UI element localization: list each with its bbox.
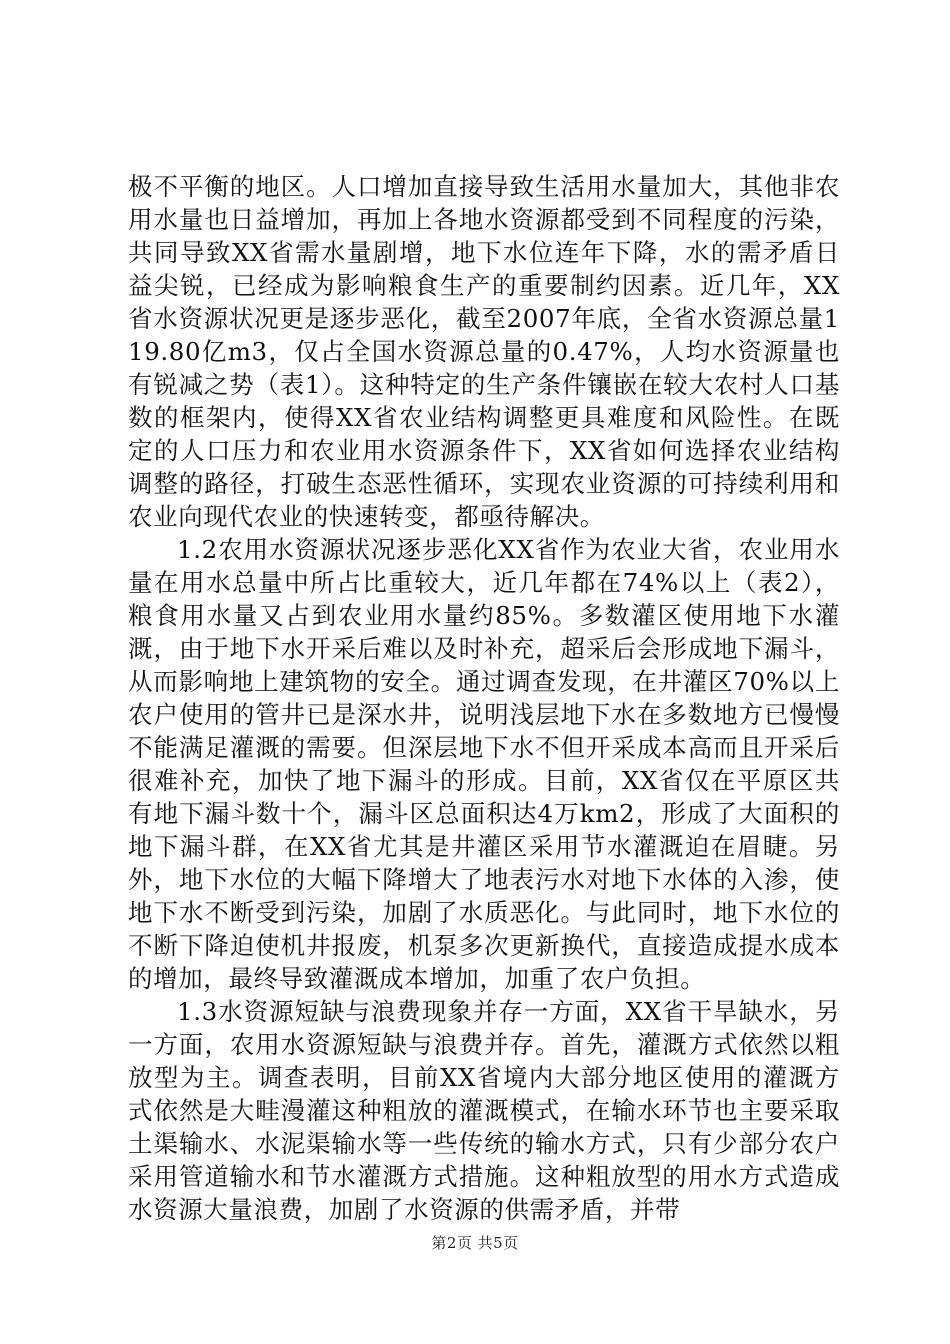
page-number-footer: 第2页 共5页	[431, 1234, 519, 1252]
paragraph-section-1-3: 1.3水资源短缺与浪费现象并存一方面，XX省干旱缺水，另一方面，农用水资源短缺与浪费并存。首先，灌溉方式依然以粗放型为主。调查表明，目前XX省境内大部分地区使用的灌溉方式依然是大畦漫灌这种粗放的灌溉模式，在输水环节也主要采取土渠输水、水泥渠输水等一些传统的输水方式，只有少部分农户采用管道输水和节水灌溉方式措施。这种粗放型的用水方式造成水资源大量浪费，加剧了水资源的供需矛盾，并带	[128, 997, 840, 1224]
paragraph-section-1-2: 1.2农用水资源状况逐步恶化XX省作为农业大省，农业用水量在用水总量中所占比重较大，近几年都在74%以上（表2），粮食用水量又占到农业用水量约85%。多数灌区使用地下水灌溉，由于地下水开采后难以及时补充，超采后会形成地下漏斗，从而影响地上建筑物的安全。通过调查发现，在井灌区70%以上农户使用的管井已是深水井，说明浅层地下水在多数地方已慢慢不能满足灌溉的需要。但深层地下水不但开采成本高而且开采后很难补充，加快了地下漏斗的形成。目前，XX省仅在平原区共有地下漏斗数十个，漏斗区总面积达4万km2，形成了大面积的地下漏斗群，在XX省尤其是井灌区采用节水灌溉迫在眉睫。另外，地下水位的大幅下降增大了地表污水对地下水体的入渗，使地下水不断受到污染，加剧了水质恶化。与此同时，地下水位的不断下降迫使机井报废，机泵多次更新换代，直接造成提水成本的增加，最终导致灌溉成本增加，加重了农户负担。	[128, 535, 840, 993]
document-body	[128, 170, 840, 1226]
paragraph-water-demand: 极不平衡的地区。人口增加直接导致生活用水量加大，其他非农用水量也日益增加，再加上各地水资源都受到不同程度的污染，共同导致XX省需水量剧增，地下水位连年下降，水的需矛盾日益尖锐，已经成为影响粮食生产的重要制约因素。近几年，XX省水资源状况更是逐步恶化，截至2007年底，全省水资源总量119.80亿m3，仅占全国水资源总量的0.47%，人均水资源量也有锐减之势（表1）。这种特定的生产条件镶嵌在较大农村人口基数的框架内，使得XX省农业结构调整更具难度和风险性。在既定的人口压力和农业用水资源条件下，XX省如何选择农业结构调整的路径，打破生态恶性循环，实现农业资源的可持续利用和农业向现代农业的快速转变，都亟待解决。	[128, 172, 841, 531]
